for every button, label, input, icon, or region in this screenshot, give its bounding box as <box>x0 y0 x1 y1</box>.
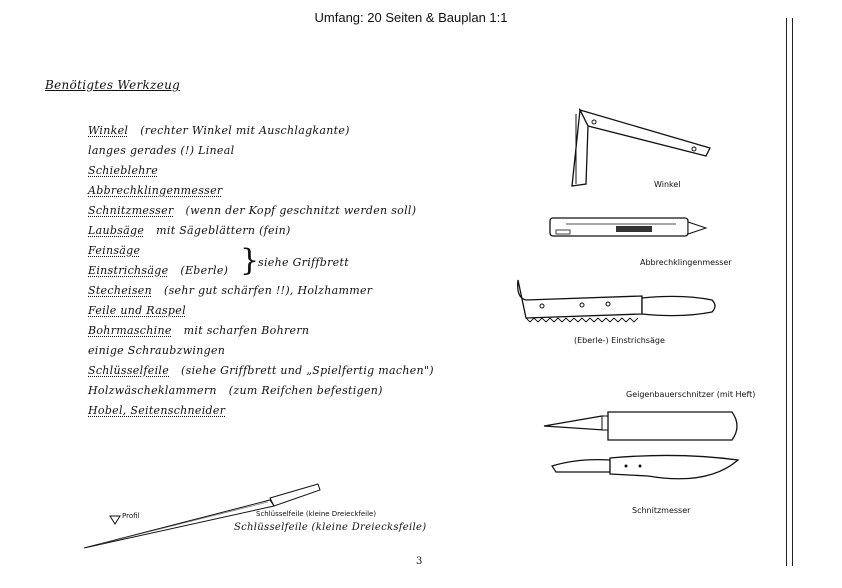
list-item: Winkel (rechter Winkel mit Auschlagkante) <box>88 123 350 137</box>
list-item: Schnitzmesser (wenn der Kopf geschnitzt werden soll) <box>88 203 417 217</box>
schnitzmesser-icon <box>548 452 744 488</box>
list-item: Schlüsselfeile (siehe Griffbrett und „Spielfertig machen") <box>88 363 434 377</box>
list-item: Einstrichsäge (Eberle) <box>88 263 229 277</box>
list-item: Holzwäscheklammern (zum Reifchen befestigen) <box>88 383 383 397</box>
caption-schnitzmesser: Schnitzmesser <box>632 506 691 515</box>
list-item: Feile und Raspel <box>88 303 186 317</box>
section-title: Benötigtes Werkzeug <box>45 78 181 92</box>
einstrichsaege-icon <box>512 278 722 336</box>
brace-note: siehe Griffbrett <box>258 256 349 269</box>
list-item: Abbrechklingenmesser <box>88 183 223 197</box>
list-item: langes gerades (!) Lineal <box>88 143 235 157</box>
geigenbauerschnitzer-icon <box>542 408 746 444</box>
caption-schluesselfeile: Schlüsselfeile (kleine Dreiecksfeile) <box>234 522 427 533</box>
list-item: Hobel, Seitenschneider <box>88 403 226 417</box>
brace-icon: } <box>240 243 260 278</box>
margin-line-right <box>792 18 793 566</box>
list-item: Feinsäge <box>88 243 141 257</box>
caption-winkel: Winkel <box>654 180 681 189</box>
winkel-icon <box>560 104 720 188</box>
caption-schluesselfeile-small: Schlüsselfeile (kleine Dreieckfeile) <box>256 510 377 518</box>
margin-line-left <box>786 18 787 566</box>
list-item: einige Schraubzwingen <box>88 343 226 357</box>
tool-list <box>88 120 434 420</box>
caption-abbrechklingenmesser: Abbrechklingenmesser <box>640 258 732 267</box>
caption-einstrichsaege: (Eberle-) Einstrichsäge <box>574 336 665 345</box>
abbrechklingenmesser-icon <box>546 212 710 246</box>
caption-geigenbauerschnitzer: Geigenbauerschnitzer (mit Heft) <box>626 390 756 399</box>
page-number: 3 <box>416 556 423 567</box>
list-item: Bohrmaschine mit scharfen Bohrern <box>88 323 310 337</box>
list-item: Schieblehre <box>88 163 159 177</box>
caption-profil: Profil <box>122 512 140 520</box>
page-header: Umfang: 20 Seiten & Bauplan 1:1 <box>314 10 508 25</box>
list-item: Stecheisen (sehr gut schärfen !!), Holzhammer <box>88 283 373 297</box>
list-item: Laubsäge mit Sägeblättern (fein) <box>88 223 291 237</box>
